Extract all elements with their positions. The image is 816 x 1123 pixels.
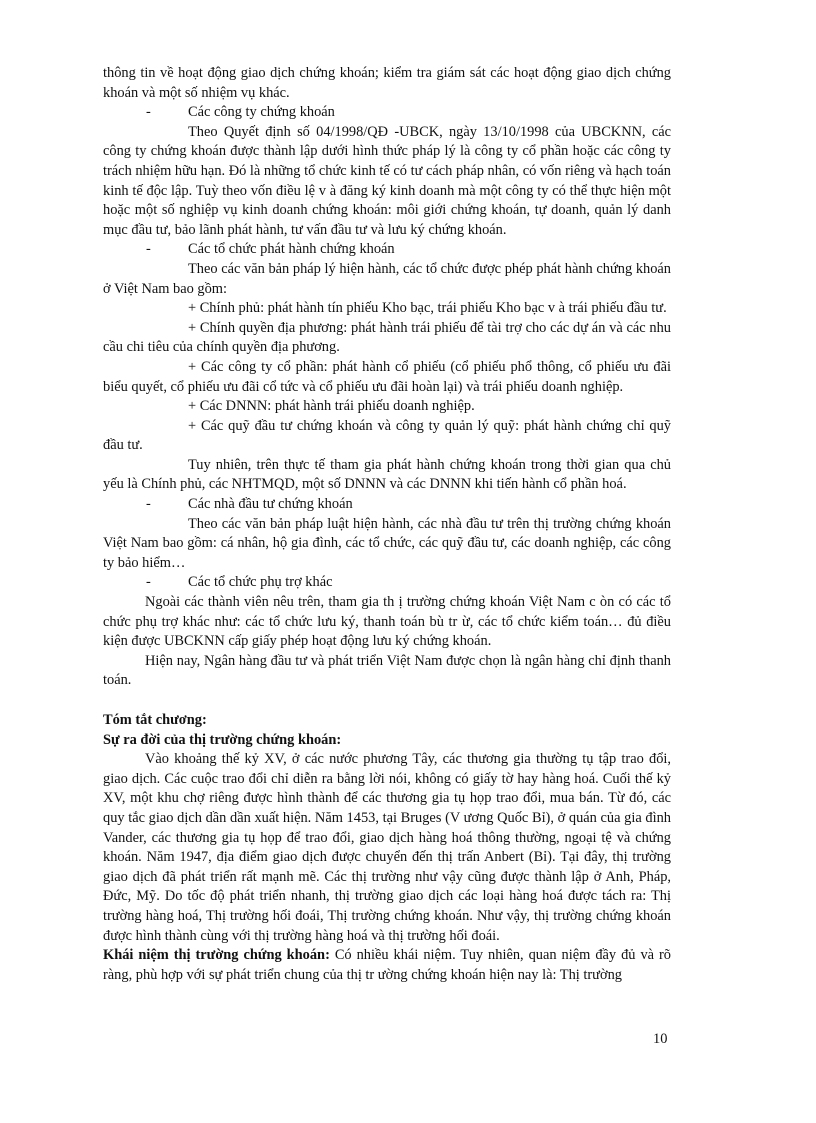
paragraph: + Chính quyền địa phương: phát hành trái phiếu để tài trợ cho các dự án và các nhu cầu chi tiêu của chính quyền địa phương.: [103, 319, 671, 356]
paragraph: [103, 946, 671, 985]
paragraph: + Các DNNN: phát hành trái phiếu doanh nghiệp.: [188, 398, 475, 415]
paragraph-text: Có nhiều khái niệm. Tuy nhiên, quan niệm đầy đủ và rõ ràng, phù hợp với sự phát triển chung của thị tr ường chứng khoán hiện nay là: Thị trường: [103, 947, 671, 983]
paragraph: thông tin về hoạt động giao dịch chứng khoán; kiểm tra giám sát các hoạt động giao dịch chứng khoán và một số nhiệm vụ khác.: [103, 65, 671, 101]
bullet-item: [103, 573, 671, 593]
bullet-item: [103, 103, 671, 123]
paragraph: + Các quỹ đầu tư chứng khoán và công ty quản lý quỹ: phát hành chứng chỉ quỹ đầu tư.: [103, 417, 671, 454]
page-body: [103, 64, 671, 985]
paragraph: + Các công ty cổ phần: phát hành cổ phiếu (cổ phiếu phổ thông, cổ phiếu ưu đãi biểu quyết, cổ phiếu ưu đãi cổ tức và cổ phiếu ưu đãi hoàn lại) và trái phiếu doanh nghiệp.: [103, 358, 671, 395]
paragraph: Theo Quyết định số 04/1998/QĐ -UBCK, ngày 13/10/1998 của UBCKNN, các công ty chứng khoán được thành lập dưới hình thức pháp lý là công ty cổ phần hoặc các công ty trách nhiệm hữu hạn. Đó là những tổ chức kinh tế có tư cách pháp nhân, có vốn riêng và hạch toán kinh tế độc lập. Tuỳ theo vốn điều lệ v à đăng ký kinh doanh mà một công ty có thể thực hiện một hoặc một số nghiệp vụ kinh doanh chứng khoán: môi giới chứng khoán, tự doanh, quản lý danh mục đầu tư, bảo lãnh phát hành, tư vấn đầu tư và lưu ký chứng khoán.: [103, 123, 671, 238]
inline-heading: Khái niệm thị trường chứng khoán:: [103, 947, 330, 964]
bullet-item: [103, 240, 671, 260]
spacer: [103, 691, 671, 711]
bullet-label: Các nhà đầu tư chứng khoán: [188, 496, 353, 513]
bullet-dash: -: [146, 104, 151, 121]
bullet-dash: -: [146, 496, 151, 513]
bullet-dash: -: [146, 574, 151, 591]
paragraph: Vào khoảng thế kỷ XV, ở các nước phương Tây, các thương gia thường tụ tập trao đổi, giao dịch. Các cuộc trao đổi chỉ diễn ra bằng lời nói, không có giấy tờ hay hàng hoá. Cuối thế kỷ XV, một khu chợ riêng được hình thành để các thương gia tụ họp trao đổi, mua bán. Từ đó, các quy tắc giao dịch dần dần xuất hiện. Năm 1453, tại Bruges (V ương Quốc Bỉ), ở quán của gia đình Vander, các thương gia tụ họp để trao đổi, giao dịch hàng hoá thông thường, ngoại tệ và chứng khoán. Năm 1947, địa điểm giao dịch được chuyển đến thị trấn Anbert (Bỉ). Tại đây, thị trường giao dịch đã phát triển rất mạnh mẽ. Các thị trường như vậy cũng được thành lập ở Anh, Pháp, Đức, Mỹ. Do tốc độ phát triển nhanh, thị trường giao dịch các loại hàng hoá được tách ra: Thị trường hàng hoá, Thị trường hối đoái, Thị trường chứng khoán. Như vậy, thị trường chứng khoán được hình thành cùng với thị trường hàng hoá và thị trường hối đoái.: [103, 751, 671, 944]
page-number: 10: [653, 1031, 668, 1047]
paragraph: Ngoài các thành viên nêu trên, tham gia th ị trường chứng khoán Việt Nam c òn có các tổ chức phụ trợ khác như: các tổ chức lưu ký, thanh toán bù tr ừ, các tổ chức kiểm toán… đủ điều kiện được UBCKNN cấp giấy phép hoạt động lưu ký chứng khoán.: [103, 594, 671, 650]
section-heading: Sự ra đời của thị trường chứng khoán:: [103, 731, 342, 748]
paragraph: Tuy nhiên, trên thực tế tham gia phát hành chứng khoán trong thời gian qua chủ yếu là Chính phủ, các NHTMQD, một số DNNN và các DNNN khi tiến hành cổ phần hoá.: [103, 456, 671, 493]
paragraph: Theo các văn bản pháp lý hiện hành, các tổ chức được phép phát hành chứng khoán ở Việt Nam bao gồm:: [103, 260, 671, 297]
bullet-label: Các tổ chức phụ trợ khác: [188, 574, 333, 591]
paragraph: Hiện nay, Ngân hàng đầu tư và phát triển Việt Nam được chọn là ngân hàng chỉ định thanh toán.: [103, 652, 671, 689]
bullet-dash: -: [146, 241, 151, 258]
bullet-label: Các tổ chức phát hành chứng khoán: [188, 241, 395, 258]
paragraph: Theo các văn bản pháp luật hiện hành, các nhà đầu tư trên thị trường chứng khoán Việt Nam bao gồm: cá nhân, hộ gia đình, các tổ chức, các quỹ đầu tư, các doanh nghiệp, các công ty bảo hiểm…: [103, 515, 671, 571]
paragraph: + Chính phủ: phát hành tín phiếu Kho bạc, trái phiếu Kho bạc v à trái phiếu đầu tư.: [188, 300, 667, 317]
bullet-label: Các công ty chứng khoán: [188, 104, 335, 121]
bullet-item: [103, 495, 671, 515]
section-heading: Tóm tắt chương:: [103, 712, 207, 728]
